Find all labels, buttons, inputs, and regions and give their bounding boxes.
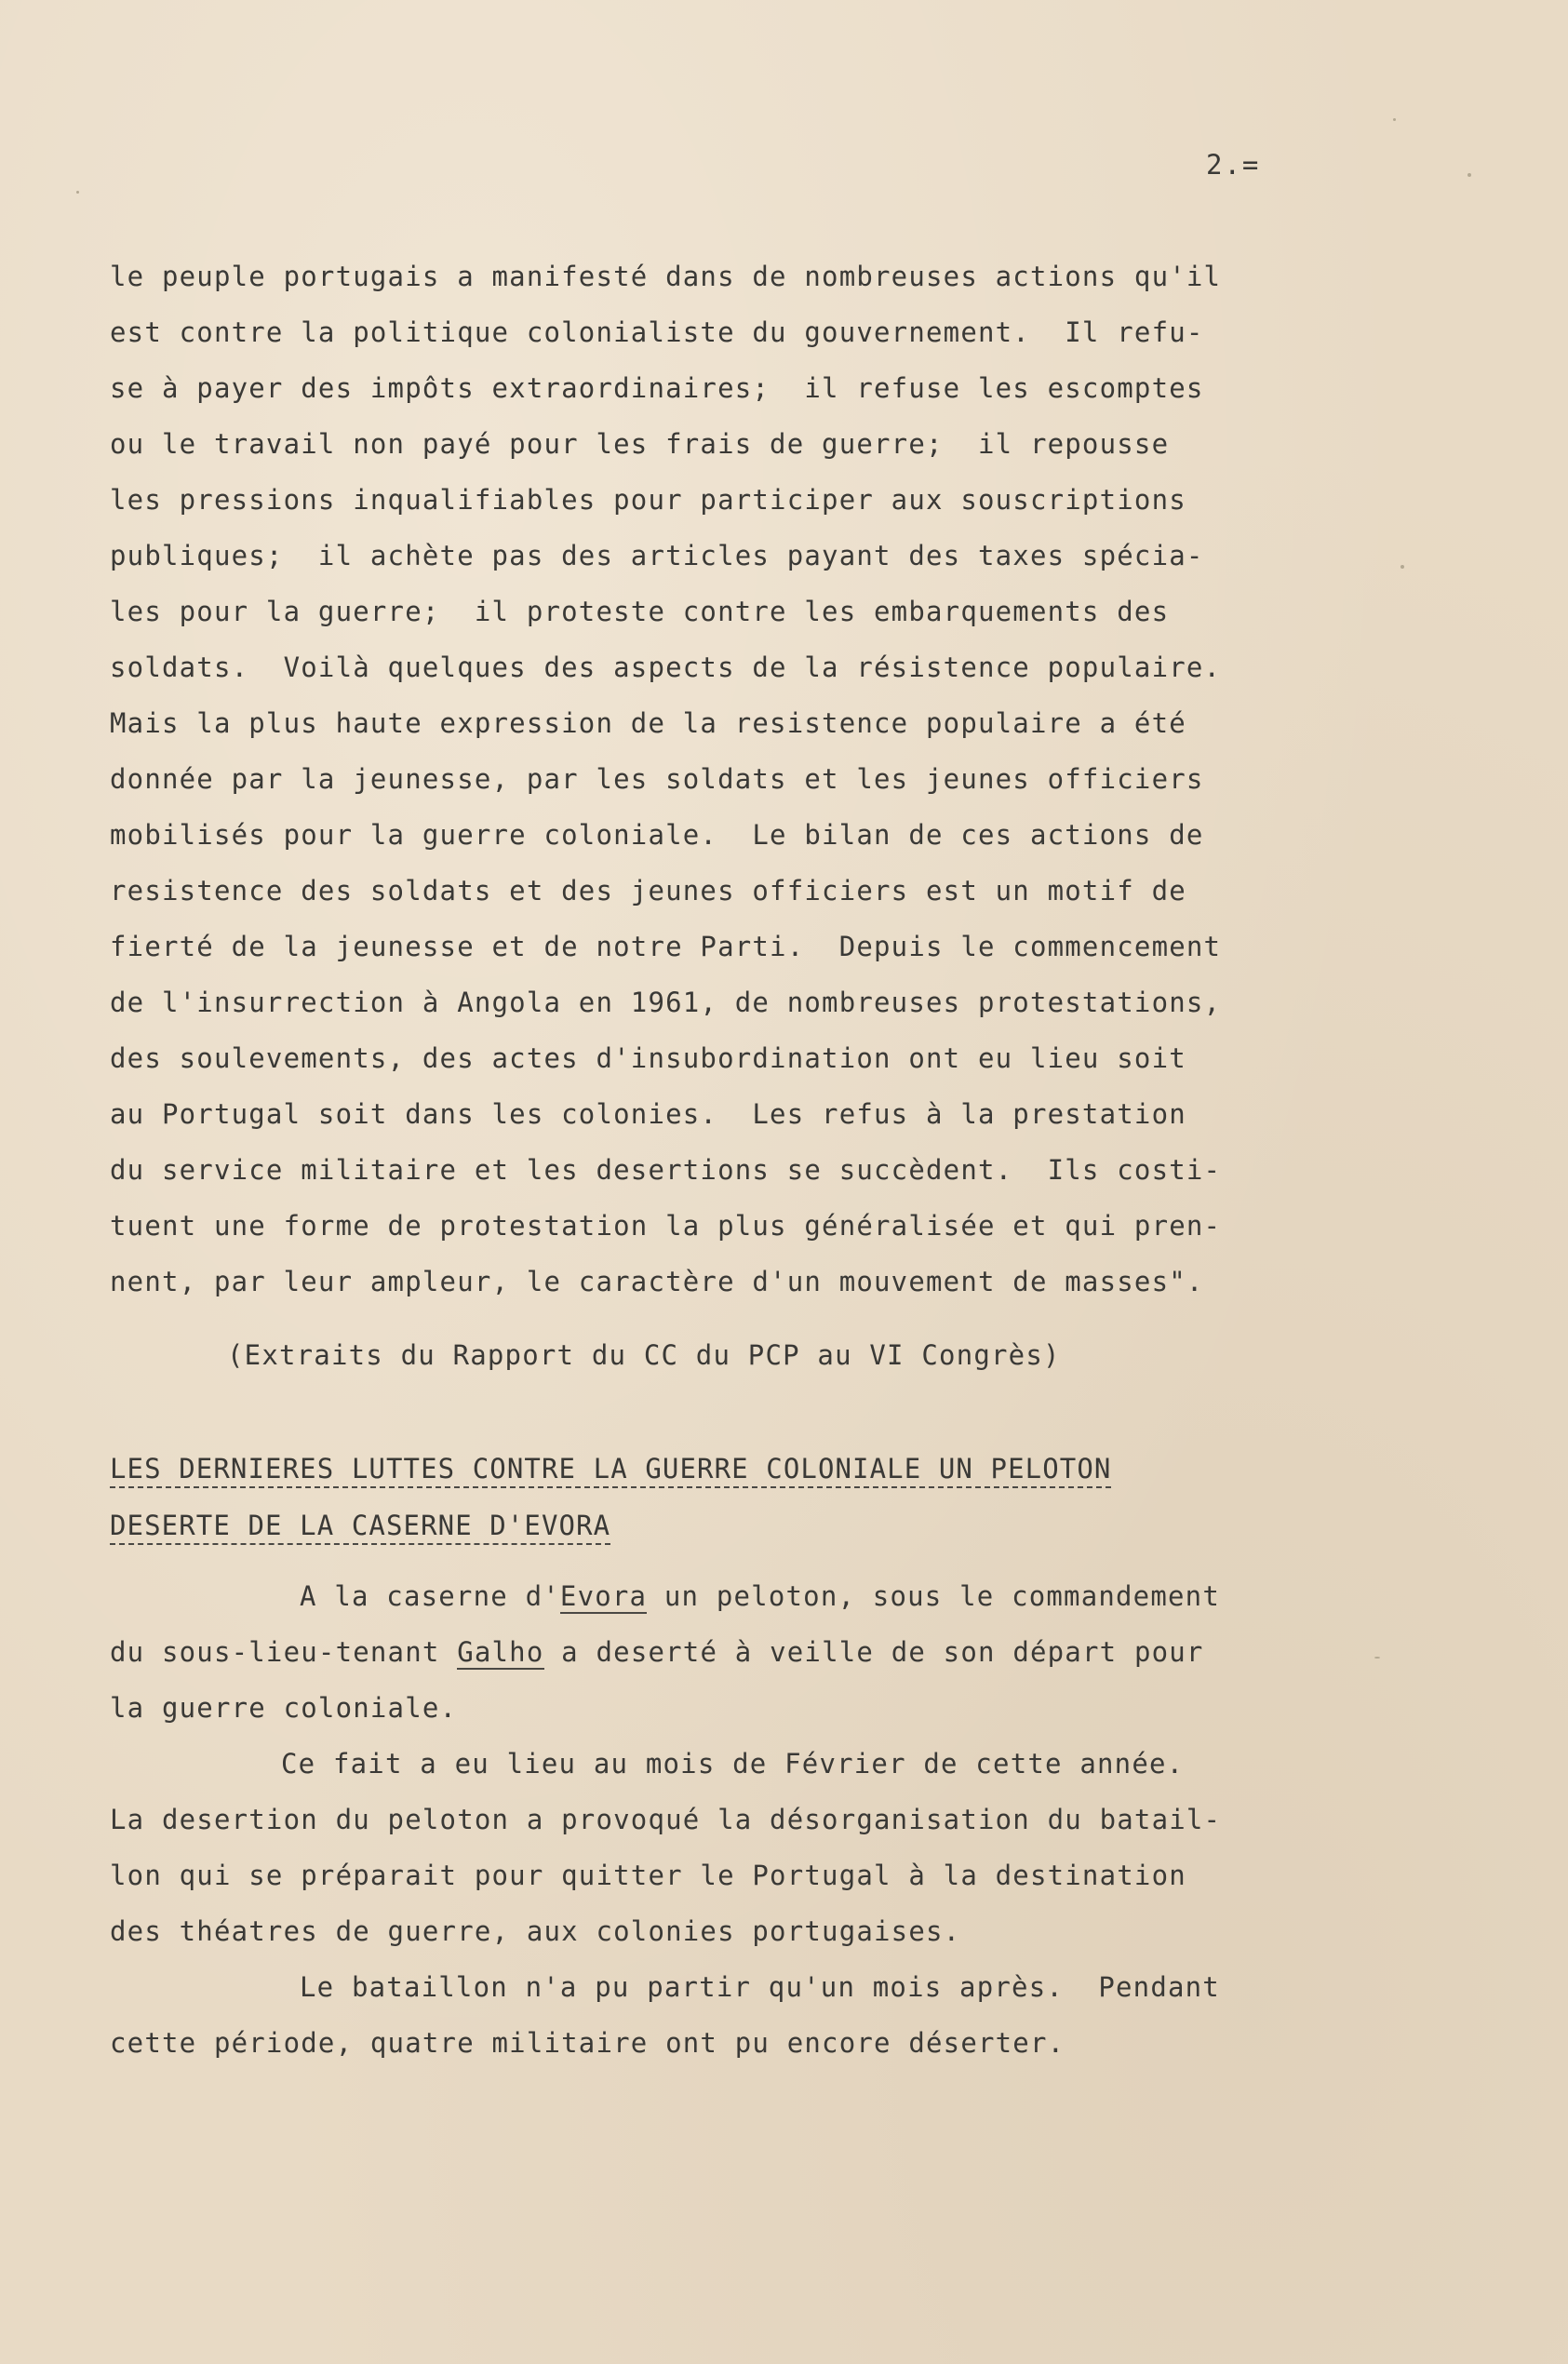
text-line xyxy=(300,1580,1220,1612)
text-line: fierté de la jeunesse et de notre Parti. Depuis le commencement xyxy=(110,931,1222,962)
text-line: donnée par la jeunesse, par les soldats et les jeunes officiers xyxy=(110,763,1204,795)
underlined-person-name: Galho xyxy=(457,1636,544,1668)
text-line: au Portugal soit dans les colonies. Les refus à la prestation xyxy=(110,1098,1186,1130)
text-line: mobilisés pour la guerre coloniale. Le bilan de ces actions de xyxy=(110,819,1204,851)
text-line: est contre la politique colonialiste du gouvernement. Il refu- xyxy=(110,316,1204,348)
text-line: les pressions inqualifiables pour participer aux souscriptions xyxy=(110,484,1186,516)
heading-line: DESERTE DE LA CASERNE D'EVORA xyxy=(110,1510,610,1545)
text-line: les pour la guerre; il proteste contre les embarquements des xyxy=(110,596,1170,627)
text-line: ou le travail non payé pour les frais de guerre; il repousse xyxy=(110,428,1170,460)
text-line: publiques; il achète pas des articles payant des taxes spécia- xyxy=(110,540,1204,571)
text-line: Mais la plus haute expression de la resistence populaire a été xyxy=(110,707,1186,739)
text-line: de l'insurrection à Angola en 1961, de nombreuses protestations, xyxy=(110,987,1222,1018)
text-line: des soulevements, des actes d'insubordination ont eu lieu soit xyxy=(110,1042,1186,1074)
text-line: Ce fait a eu lieu au mois de Février de cette année. xyxy=(281,1748,1185,1780)
text-line: le peuple portugais a manifesté dans de nombreuses actions qu'il xyxy=(110,261,1222,292)
underlined-place-name: Evora xyxy=(559,1580,648,1612)
text-line: La desertion du peloton a provoqué la désorganisation du batail- xyxy=(110,1804,1222,1835)
text-fragment: du sous-lieu-tenant xyxy=(110,1636,458,1668)
text-line: soldats. Voilà quelques des aspects de la résistence populaire. xyxy=(110,651,1222,683)
heading-line: LES DERNIERES LUTTES CONTRE LA GUERRE COLONIALE UN PELOTON xyxy=(110,1453,1111,1488)
text-line: cette période, quatre militaire ont pu encore déserter. xyxy=(110,2027,1065,2059)
text-fragment: a deserté à veille de son départ pour xyxy=(543,1636,1204,1668)
text-line: tuent une forme de protestation la plus généralisée et qui pren- xyxy=(110,1210,1222,1242)
page-number: 2.= xyxy=(1206,149,1261,181)
text-line: du service militaire et les desertions se succèdent. Ils costi- xyxy=(110,1154,1222,1186)
text-line: se à payer des impôts extraordinaires; il refuse les escomptes xyxy=(110,372,1204,404)
paper-speck xyxy=(1393,118,1396,121)
paper-speck xyxy=(1467,173,1471,177)
text-fragment: un peloton, sous le commandement xyxy=(647,1580,1220,1612)
text-line xyxy=(110,1636,1204,1668)
paper-speck xyxy=(1374,1657,1380,1659)
paper-speck xyxy=(76,191,79,194)
source-caption: (Extraits du Rapport du CC du PCP au VI Congrès) xyxy=(227,1339,1061,1371)
text-line: nent, par leur ampleur, le caractère d'un mouvement de masses". xyxy=(110,1266,1204,1297)
paper-speck xyxy=(1400,565,1404,569)
text-line: resistence des soldats et des jeunes officiers est un motif de xyxy=(110,875,1186,907)
text-line: Le bataillon n'a pu partir qu'un mois après. Pendant xyxy=(300,1971,1220,2003)
text-line: la guerre coloniale. xyxy=(110,1692,458,1724)
text-fragment: A la caserne d' xyxy=(300,1580,560,1612)
text-line: lon qui se préparait pour quitter le Portugal à la destination xyxy=(110,1860,1186,1891)
text-line: des théatres de guerre, aux colonies portugaises. xyxy=(110,1915,961,1947)
